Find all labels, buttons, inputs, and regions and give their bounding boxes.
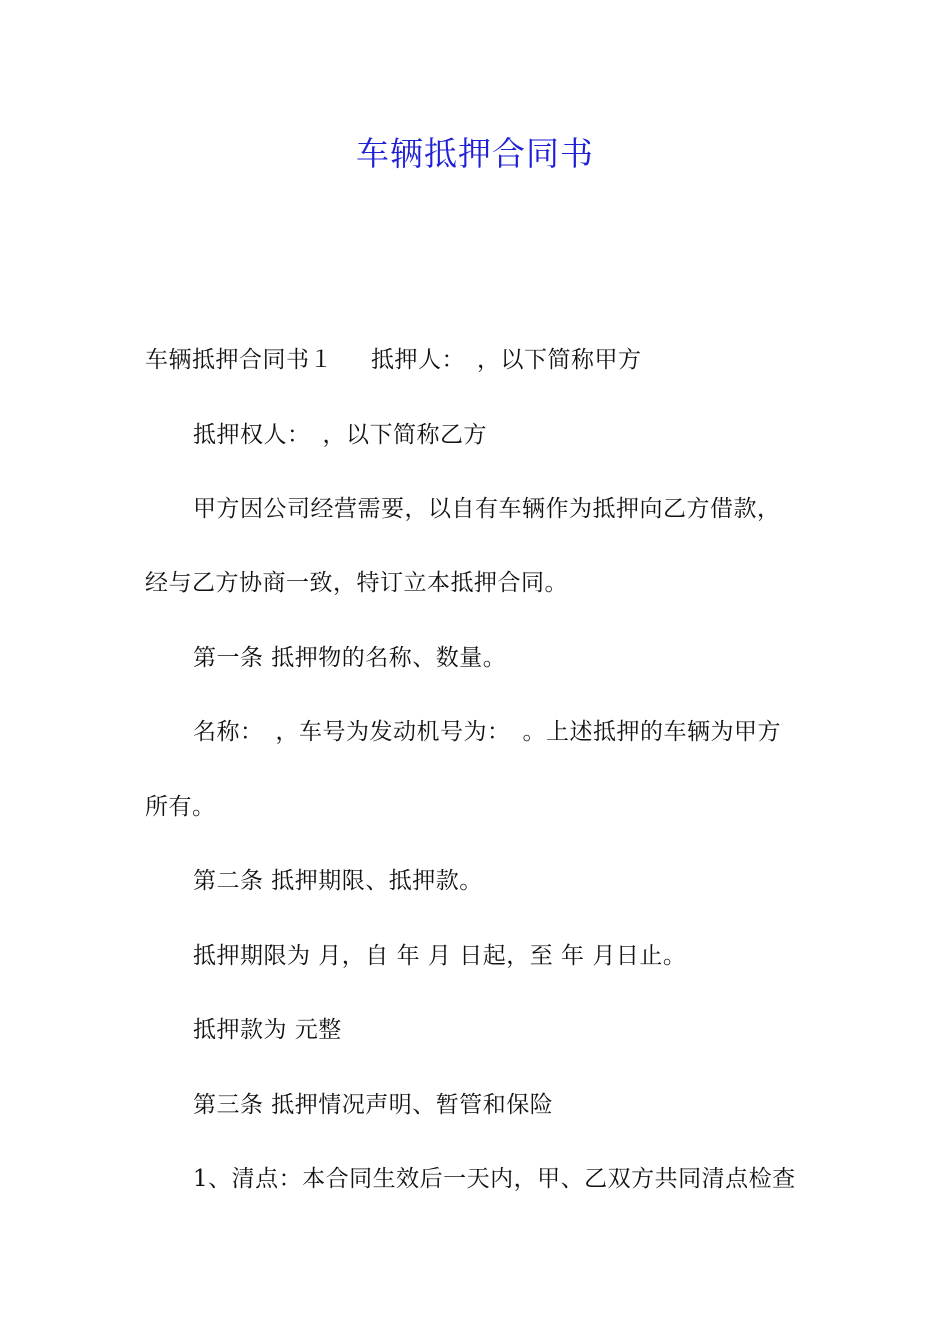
article-3-title: 第三条 抵押情况声明、暂管和保险	[193, 1092, 554, 1118]
article-3-item-1: 1、清点：本合同生效后一天内，甲、乙双方共同清点检查	[193, 1166, 796, 1192]
intro-paragraph-line-1: 甲方因公司经营需要，以自有车辆作为抵押向乙方借款，	[193, 496, 781, 522]
article-1-title: 第一条 抵押物的名称、数量。	[193, 645, 507, 671]
article-1-line-1: 名称： ，车号为发动机号为： 。上述抵押的车辆为甲方	[193, 719, 781, 745]
article-2-term: 抵押期限为 月，自 年 月 日起，至 年 月日止。	[193, 943, 687, 969]
article-2-amount: 抵押款为 元整	[193, 1017, 342, 1043]
document-title: 车辆抵押合同书	[356, 134, 594, 173]
contract-heading-label: 车辆抵押合同书１	[145, 347, 333, 373]
intro-paragraph-line-2: 经与乙方协商一致，特订立本抵押合同。	[145, 570, 568, 596]
mortgagor-clause: 抵押人： ，以下简称甲方	[371, 347, 642, 373]
heading-line	[145, 345, 642, 375]
article-2-title: 第二条 抵押期限、抵押款。	[193, 868, 483, 894]
mortgagee-clause: 抵押权人： ，以下简称乙方	[193, 422, 487, 448]
article-1-line-2: 所有。	[145, 794, 216, 820]
